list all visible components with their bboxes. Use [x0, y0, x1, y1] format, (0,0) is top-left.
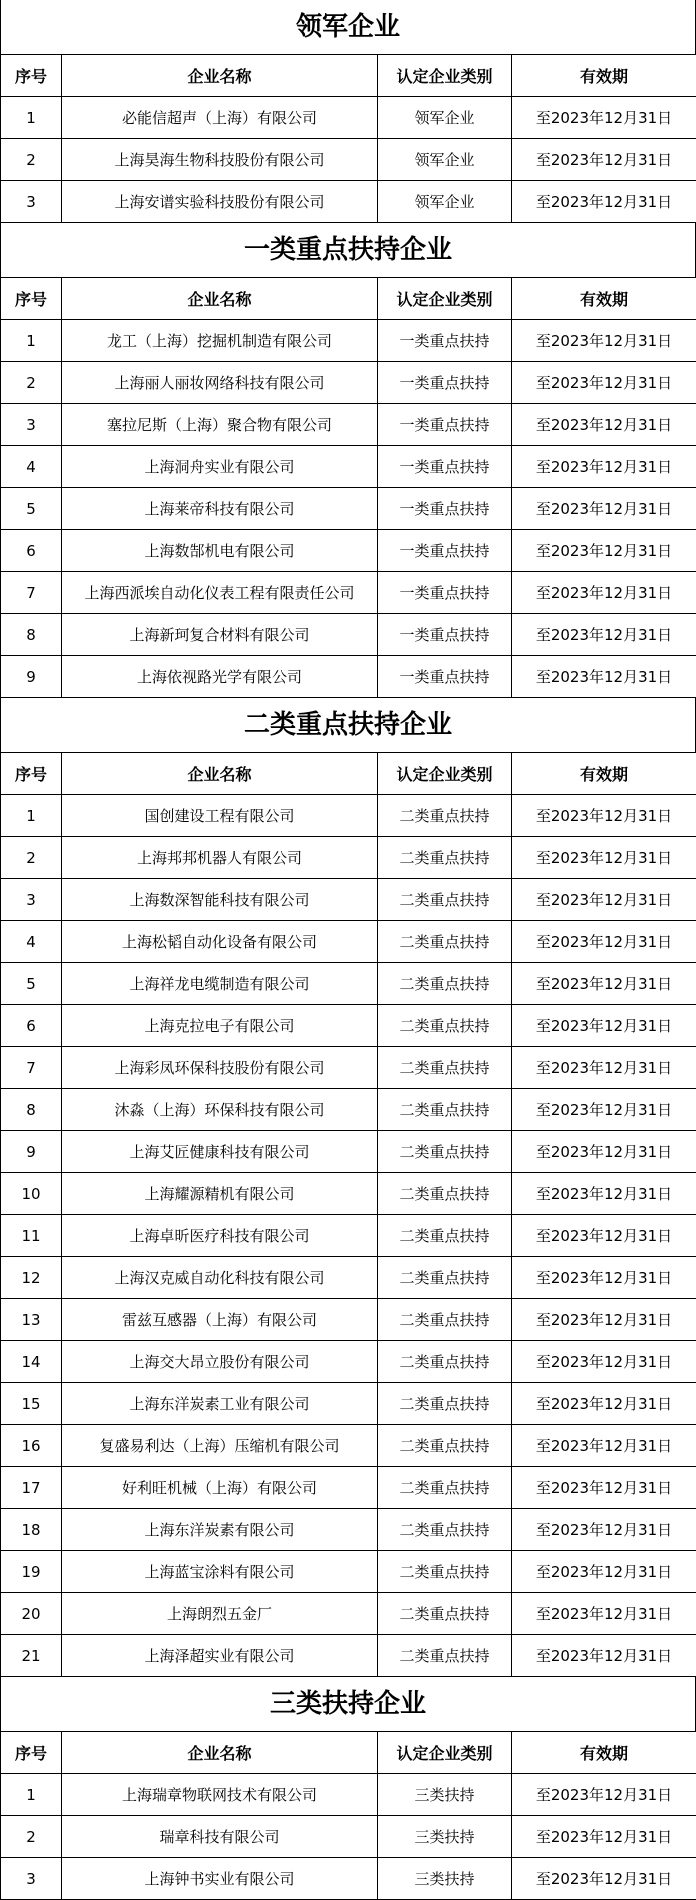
header-category: 认定企业类别: [378, 753, 512, 795]
cell-company-name: 上海新珂复合材料有限公司: [62, 614, 378, 656]
cell-no: 8: [1, 1089, 62, 1131]
cell-category: 二类重点扶持: [378, 1131, 512, 1173]
cell-no: 8: [1, 614, 62, 656]
table-row: [1, 320, 696, 362]
header-validity: 有效期: [512, 55, 696, 97]
table-row: [1, 963, 696, 1005]
section-title: 二类重点扶持企业: [0, 698, 696, 752]
cell-category: 二类重点扶持: [378, 1551, 512, 1593]
cell-validity: 至2023年12月31日: [512, 488, 696, 530]
cell-validity: 至2023年12月31日: [512, 1173, 696, 1215]
cell-validity: 至2023年12月31日: [512, 963, 696, 1005]
cell-validity: 至2023年12月31日: [512, 530, 696, 572]
cell-no: 7: [1, 572, 62, 614]
cell-no: 7: [1, 1047, 62, 1089]
cell-validity: 至2023年12月31日: [512, 795, 696, 837]
enterprise-table: [0, 54, 696, 223]
table-row: [1, 446, 696, 488]
table-row: [1, 656, 696, 698]
cell-company-name: 上海祥龙电缆制造有限公司: [62, 963, 378, 1005]
table-row: [1, 837, 696, 879]
cell-validity: 至2023年12月31日: [512, 1467, 696, 1509]
cell-validity: 至2023年12月31日: [512, 1509, 696, 1551]
cell-no: 21: [1, 1635, 62, 1677]
section: [0, 0, 696, 223]
cell-no: 19: [1, 1551, 62, 1593]
cell-company-name: 国创建设工程有限公司: [62, 795, 378, 837]
cell-category: 一类重点扶持: [378, 320, 512, 362]
cell-no: 14: [1, 1341, 62, 1383]
cell-category: 一类重点扶持: [378, 572, 512, 614]
table-row: [1, 572, 696, 614]
cell-category: 一类重点扶持: [378, 656, 512, 698]
cell-validity: 至2023年12月31日: [512, 1215, 696, 1257]
table-row: [1, 1257, 696, 1299]
section-title: 三类扶持企业: [0, 1677, 696, 1731]
cell-category: 二类重点扶持: [378, 1089, 512, 1131]
header-validity: 有效期: [512, 753, 696, 795]
cell-validity: 至2023年12月31日: [512, 1383, 696, 1425]
cell-company-name: 必能信超声（上海）有限公司: [62, 97, 378, 139]
cell-category: 二类重点扶持: [378, 837, 512, 879]
table-row: [1, 404, 696, 446]
cell-company-name: 上海莱帝科技有限公司: [62, 488, 378, 530]
cell-validity: 至2023年12月31日: [512, 1816, 696, 1858]
table-row: [1, 879, 696, 921]
cell-company-name: 塞拉尼斯（上海）聚合物有限公司: [62, 404, 378, 446]
section-title: 一类重点扶持企业: [0, 223, 696, 277]
cell-category: 二类重点扶持: [378, 1047, 512, 1089]
cell-category: 二类重点扶持: [378, 1341, 512, 1383]
table-row: [1, 1816, 696, 1858]
table-row: [1, 139, 696, 181]
header-validity: 有效期: [512, 1732, 696, 1774]
cell-company-name: 上海泽超实业有限公司: [62, 1635, 378, 1677]
header-validity: 有效期: [512, 278, 696, 320]
table-row: [1, 1047, 696, 1089]
cell-validity: 至2023年12月31日: [512, 1551, 696, 1593]
table-row: [1, 1858, 696, 1900]
table-row: [1, 1425, 696, 1467]
cell-category: 一类重点扶持: [378, 404, 512, 446]
table-row: [1, 921, 696, 963]
cell-no: 11: [1, 1215, 62, 1257]
header-category: 认定企业类别: [378, 55, 512, 97]
enterprise-table: [0, 752, 696, 1677]
cell-no: 6: [1, 530, 62, 572]
table-row: [1, 1509, 696, 1551]
cell-no: 3: [1, 181, 62, 223]
cell-company-name: 上海汉克威自动化科技有限公司: [62, 1257, 378, 1299]
cell-validity: 至2023年12月31日: [512, 404, 696, 446]
cell-category: 二类重点扶持: [378, 1425, 512, 1467]
table-row: [1, 1173, 696, 1215]
cell-validity: 至2023年12月31日: [512, 614, 696, 656]
cell-company-name: 上海邦邦机器人有限公司: [62, 837, 378, 879]
table-row: [1, 1467, 696, 1509]
cell-company-name: 上海瑞章物联网技术有限公司: [62, 1774, 378, 1816]
table-row: [1, 1131, 696, 1173]
table-header-row: [1, 1732, 696, 1774]
cell-validity: 至2023年12月31日: [512, 1425, 696, 1467]
table-row: [1, 1215, 696, 1257]
cell-category: 二类重点扶持: [378, 1215, 512, 1257]
cell-company-name: 好利旺机械（上海）有限公司: [62, 1467, 378, 1509]
section: [0, 1677, 696, 1900]
cell-category: 三类扶持: [378, 1858, 512, 1900]
cell-company-name: 上海蓝宝涂料有限公司: [62, 1551, 378, 1593]
table-row: [1, 488, 696, 530]
cell-validity: 至2023年12月31日: [512, 446, 696, 488]
cell-category: 领军企业: [378, 181, 512, 223]
cell-company-name: 上海丽人丽妆网络科技有限公司: [62, 362, 378, 404]
cell-no: 4: [1, 921, 62, 963]
header-name: 企业名称: [62, 55, 378, 97]
cell-validity: 至2023年12月31日: [512, 1858, 696, 1900]
cell-company-name: 龙工（上海）挖掘机制造有限公司: [62, 320, 378, 362]
header-no: 序号: [1, 278, 62, 320]
cell-validity: 至2023年12月31日: [512, 572, 696, 614]
enterprise-table: [0, 1731, 696, 1900]
table-row: [1, 1089, 696, 1131]
cell-category: 一类重点扶持: [378, 488, 512, 530]
cell-validity: 至2023年12月31日: [512, 1299, 696, 1341]
table-row: [1, 1299, 696, 1341]
cell-company-name: 上海昊海生物科技股份有限公司: [62, 139, 378, 181]
cell-validity: 至2023年12月31日: [512, 97, 696, 139]
cell-validity: 至2023年12月31日: [512, 320, 696, 362]
cell-company-name: 上海东洋炭素有限公司: [62, 1509, 378, 1551]
cell-no: 5: [1, 488, 62, 530]
cell-no: 2: [1, 139, 62, 181]
cell-company-name: 上海钟书实业有限公司: [62, 1858, 378, 1900]
cell-company-name: 瑞章科技有限公司: [62, 1816, 378, 1858]
cell-company-name: 上海洞舟实业有限公司: [62, 446, 378, 488]
cell-no: 17: [1, 1467, 62, 1509]
cell-company-name: 上海朗烈五金厂: [62, 1593, 378, 1635]
cell-validity: 至2023年12月31日: [512, 181, 696, 223]
table-row: [1, 1383, 696, 1425]
cell-company-name: 上海松韬自动化设备有限公司: [62, 921, 378, 963]
table-row: [1, 1005, 696, 1047]
cell-no: 2: [1, 837, 62, 879]
cell-category: 二类重点扶持: [378, 963, 512, 1005]
cell-no: 9: [1, 656, 62, 698]
table-row: [1, 1341, 696, 1383]
section: [0, 223, 696, 698]
cell-validity: 至2023年12月31日: [512, 656, 696, 698]
cell-validity: 至2023年12月31日: [512, 1047, 696, 1089]
cell-no: 13: [1, 1299, 62, 1341]
cell-company-name: 上海卓昕医疗科技有限公司: [62, 1215, 378, 1257]
cell-category: 领军企业: [378, 97, 512, 139]
cell-validity: 至2023年12月31日: [512, 879, 696, 921]
cell-company-name: 上海依视路光学有限公司: [62, 656, 378, 698]
cell-category: 二类重点扶持: [378, 795, 512, 837]
cell-category: 领军企业: [378, 139, 512, 181]
cell-no: 6: [1, 1005, 62, 1047]
table-row: [1, 97, 696, 139]
cell-no: 15: [1, 1383, 62, 1425]
cell-validity: 至2023年12月31日: [512, 921, 696, 963]
cell-no: 3: [1, 879, 62, 921]
cell-company-name: 上海数深智能科技有限公司: [62, 879, 378, 921]
cell-company-name: 雷兹互感器（上海）有限公司: [62, 1299, 378, 1341]
cell-category: 一类重点扶持: [378, 530, 512, 572]
table-row: [1, 795, 696, 837]
cell-category: 二类重点扶持: [378, 1005, 512, 1047]
cell-validity: 至2023年12月31日: [512, 1257, 696, 1299]
cell-category: 二类重点扶持: [378, 1635, 512, 1677]
cell-category: 二类重点扶持: [378, 1257, 512, 1299]
table-row: [1, 1635, 696, 1677]
cell-validity: 至2023年12月31日: [512, 1774, 696, 1816]
cell-validity: 至2023年12月31日: [512, 837, 696, 879]
cell-company-name: 上海东洋炭素工业有限公司: [62, 1383, 378, 1425]
cell-no: 1: [1, 97, 62, 139]
cell-category: 二类重点扶持: [378, 1509, 512, 1551]
enterprise-table: [0, 277, 696, 698]
cell-company-name: 沐淼（上海）环保科技有限公司: [62, 1089, 378, 1131]
cell-no: 1: [1, 795, 62, 837]
cell-category: 二类重点扶持: [378, 1173, 512, 1215]
cell-validity: 至2023年12月31日: [512, 1089, 696, 1131]
header-name: 企业名称: [62, 278, 378, 320]
table-row: [1, 1593, 696, 1635]
cell-category: 一类重点扶持: [378, 446, 512, 488]
cell-validity: 至2023年12月31日: [512, 362, 696, 404]
table-header-row: [1, 753, 696, 795]
cell-category: 二类重点扶持: [378, 1467, 512, 1509]
cell-company-name: 上海安谱实验科技股份有限公司: [62, 181, 378, 223]
section-title: 领军企业: [0, 0, 696, 54]
cell-company-name: 复盛易利达（上海）压缩机有限公司: [62, 1425, 378, 1467]
table-row: [1, 614, 696, 656]
header-no: 序号: [1, 1732, 62, 1774]
cell-company-name: 上海数郜机电有限公司: [62, 530, 378, 572]
cell-category: 二类重点扶持: [378, 1299, 512, 1341]
header-name: 企业名称: [62, 753, 378, 795]
cell-no: 12: [1, 1257, 62, 1299]
table-row: [1, 181, 696, 223]
table-row: [1, 1774, 696, 1816]
cell-validity: 至2023年12月31日: [512, 1593, 696, 1635]
cell-company-name: 上海西派埃自动化仪表工程有限责任公司: [62, 572, 378, 614]
table-row: [1, 362, 696, 404]
cell-validity: 至2023年12月31日: [512, 1131, 696, 1173]
table-header-row: [1, 55, 696, 97]
cell-no: 10: [1, 1173, 62, 1215]
cell-validity: 至2023年12月31日: [512, 1635, 696, 1677]
cell-no: 2: [1, 362, 62, 404]
cell-no: 1: [1, 1774, 62, 1816]
cell-no: 4: [1, 446, 62, 488]
table-row: [1, 1551, 696, 1593]
cell-no: 2: [1, 1816, 62, 1858]
header-no: 序号: [1, 753, 62, 795]
cell-no: 9: [1, 1131, 62, 1173]
header-name: 企业名称: [62, 1732, 378, 1774]
cell-no: 3: [1, 404, 62, 446]
cell-no: 16: [1, 1425, 62, 1467]
cell-category: 二类重点扶持: [378, 879, 512, 921]
table-row: [1, 530, 696, 572]
cell-category: 二类重点扶持: [378, 921, 512, 963]
cell-no: 1: [1, 320, 62, 362]
cell-company-name: 上海克拉电子有限公司: [62, 1005, 378, 1047]
cell-company-name: 上海彩凤环保科技股份有限公司: [62, 1047, 378, 1089]
table-header-row: [1, 278, 696, 320]
cell-company-name: 上海交大昂立股份有限公司: [62, 1341, 378, 1383]
cell-category: 二类重点扶持: [378, 1593, 512, 1635]
cell-category: 一类重点扶持: [378, 614, 512, 656]
header-category: 认定企业类别: [378, 278, 512, 320]
cell-category: 一类重点扶持: [378, 362, 512, 404]
cell-validity: 至2023年12月31日: [512, 139, 696, 181]
cell-category: 三类扶持: [378, 1816, 512, 1858]
header-no: 序号: [1, 55, 62, 97]
cell-no: 3: [1, 1858, 62, 1900]
cell-company-name: 上海艾匠健康科技有限公司: [62, 1131, 378, 1173]
cell-category: 三类扶持: [378, 1774, 512, 1816]
cell-no: 18: [1, 1509, 62, 1551]
cell-category: 二类重点扶持: [378, 1383, 512, 1425]
cell-validity: 至2023年12月31日: [512, 1341, 696, 1383]
header-category: 认定企业类别: [378, 1732, 512, 1774]
cell-no: 20: [1, 1593, 62, 1635]
cell-no: 5: [1, 963, 62, 1005]
section: [0, 698, 696, 1677]
cell-validity: 至2023年12月31日: [512, 1005, 696, 1047]
cell-company-name: 上海耀源精机有限公司: [62, 1173, 378, 1215]
